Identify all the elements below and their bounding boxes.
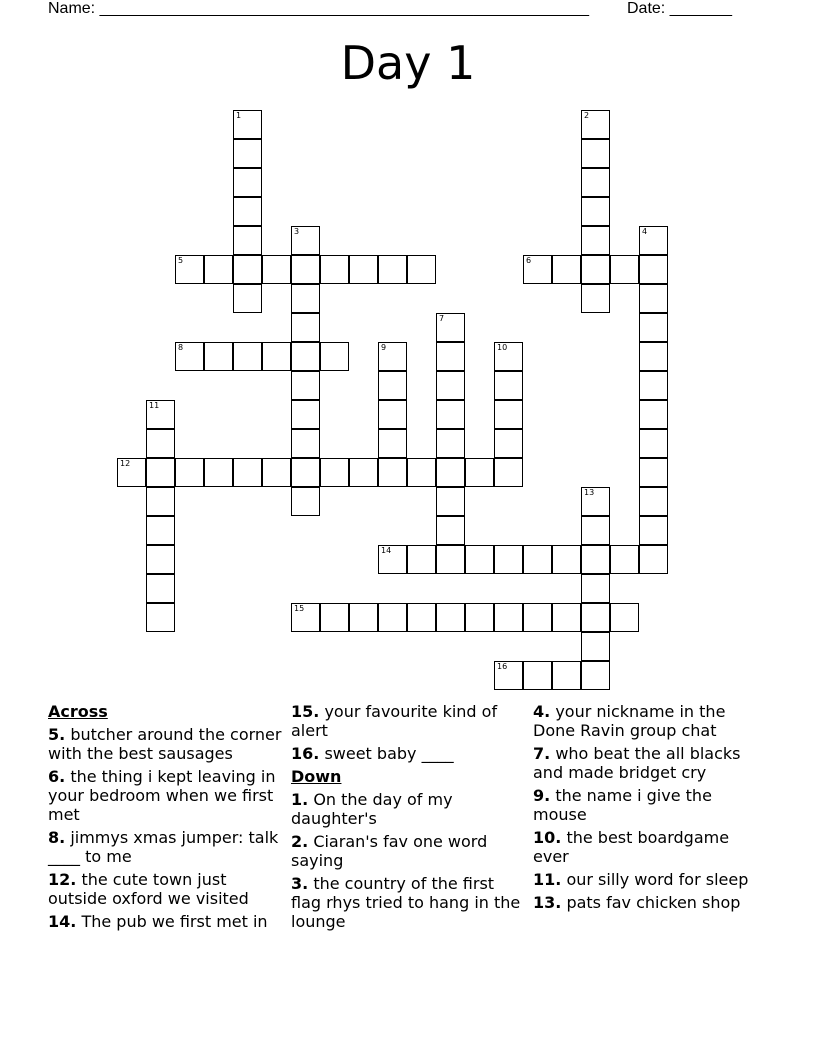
grid-cell[interactable] bbox=[233, 197, 262, 226]
grid-cell[interactable] bbox=[233, 255, 262, 284]
name-label: Name: bbox=[48, 0, 100, 17]
grid-cell[interactable] bbox=[610, 545, 639, 574]
grid-cell[interactable] bbox=[639, 284, 668, 313]
clue-number: 15 bbox=[294, 604, 305, 613]
grid-cell[interactable] bbox=[175, 458, 204, 487]
grid-cell[interactable] bbox=[581, 197, 610, 226]
grid-cell[interactable] bbox=[291, 371, 320, 400]
clue-number: 9 bbox=[381, 343, 387, 352]
grid-cell[interactable] bbox=[291, 255, 320, 284]
grid-cell[interactable] bbox=[552, 661, 581, 690]
clue-across-16: 16. sweet baby ____ bbox=[291, 744, 454, 763]
clue-number: 16 bbox=[497, 662, 508, 671]
grid-cell[interactable] bbox=[436, 400, 465, 429]
clue-number: 1 bbox=[236, 111, 242, 120]
grid-cell[interactable] bbox=[117, 458, 146, 487]
clue-across-14: 14. The pub we first met in bbox=[48, 912, 268, 931]
grid-cell[interactable] bbox=[320, 255, 349, 284]
grid-cell[interactable] bbox=[581, 516, 610, 545]
grid-cell[interactable] bbox=[262, 255, 291, 284]
clue-number: 10 bbox=[497, 343, 508, 352]
name-blank[interactable]: _______________________________________________________ bbox=[99, 0, 589, 17]
grid-cell[interactable] bbox=[465, 545, 494, 574]
grid-cell[interactable] bbox=[581, 168, 610, 197]
grid-cell[interactable] bbox=[204, 342, 233, 371]
clue-number: 2 bbox=[584, 111, 590, 120]
grid-cell[interactable] bbox=[291, 487, 320, 516]
grid-cell[interactable] bbox=[581, 110, 610, 139]
grid-cell[interactable] bbox=[436, 371, 465, 400]
grid-cell[interactable] bbox=[291, 313, 320, 342]
grid-cell[interactable] bbox=[407, 603, 436, 632]
grid-cell[interactable] bbox=[146, 458, 175, 487]
grid-cell[interactable] bbox=[233, 458, 262, 487]
grid-cell[interactable] bbox=[581, 574, 610, 603]
grid-cell[interactable] bbox=[436, 516, 465, 545]
clues-column-3 bbox=[533, 702, 769, 916]
grid-cell[interactable] bbox=[146, 574, 175, 603]
clue-number: 8 bbox=[178, 343, 184, 352]
grid-cell[interactable] bbox=[639, 400, 668, 429]
clue-across-12: 12. the cute town just outside oxford we visited bbox=[48, 870, 249, 908]
grid-cell[interactable] bbox=[146, 400, 175, 429]
grid-cell[interactable] bbox=[436, 603, 465, 632]
grid-cell[interactable] bbox=[494, 545, 523, 574]
clues-column-1 bbox=[48, 702, 284, 935]
clue-down-10: 10. the best boardgame ever bbox=[533, 828, 730, 866]
grid-cell[interactable] bbox=[523, 545, 552, 574]
grid-cell[interactable] bbox=[233, 284, 262, 313]
date-blank[interactable]: _______ bbox=[669, 0, 732, 17]
grid-cell[interactable] bbox=[639, 371, 668, 400]
grid-cell[interactable] bbox=[494, 429, 523, 458]
grid-cell[interactable] bbox=[552, 545, 581, 574]
clue-across-15: 15. your favourite kind of alert bbox=[291, 702, 498, 740]
clue-down-9: 9. the name i give the mouse bbox=[533, 786, 712, 824]
grid-cell[interactable] bbox=[610, 255, 639, 284]
down-heading: Down bbox=[291, 767, 342, 786]
grid-cell[interactable] bbox=[465, 603, 494, 632]
clue-across-5: 5. butcher around the corner with the best sausages bbox=[48, 725, 282, 763]
clue-number: 12 bbox=[120, 459, 131, 468]
grid-cell[interactable] bbox=[378, 371, 407, 400]
clue-number: 4 bbox=[642, 227, 648, 236]
date-label: Date: bbox=[627, 0, 670, 17]
clue-down-4: 4. your nickname in the Done Ravin group chat bbox=[533, 702, 726, 740]
grid-cell[interactable] bbox=[146, 603, 175, 632]
grid-cell[interactable] bbox=[291, 429, 320, 458]
grid-cell[interactable] bbox=[552, 255, 581, 284]
grid-cell[interactable] bbox=[639, 313, 668, 342]
grid-cell[interactable] bbox=[233, 226, 262, 255]
clue-number: 6 bbox=[526, 256, 532, 265]
clue-number: 3 bbox=[294, 227, 300, 236]
clue-down-7: 7. who beat the all blacks and made bridget cry bbox=[533, 744, 741, 782]
grid-cell[interactable] bbox=[581, 226, 610, 255]
clue-across-6: 6. the thing i kept leaving in your bedroom when we first met bbox=[48, 767, 276, 824]
grid-cell[interactable] bbox=[639, 545, 668, 574]
grid-cell[interactable] bbox=[552, 603, 581, 632]
grid-cell[interactable] bbox=[349, 255, 378, 284]
grid-cell[interactable] bbox=[581, 661, 610, 690]
grid-cell[interactable] bbox=[581, 139, 610, 168]
grid-cell[interactable] bbox=[581, 487, 610, 516]
grid-cell[interactable] bbox=[639, 255, 668, 284]
grid-cell[interactable] bbox=[436, 545, 465, 574]
grid-cell[interactable] bbox=[407, 458, 436, 487]
grid-cell[interactable] bbox=[291, 226, 320, 255]
grid-cell[interactable] bbox=[436, 342, 465, 371]
grid-cell[interactable] bbox=[146, 487, 175, 516]
clue-number: 13 bbox=[584, 488, 595, 497]
grid-cell[interactable] bbox=[320, 603, 349, 632]
grid-cell[interactable] bbox=[146, 545, 175, 574]
grid-cell[interactable] bbox=[436, 487, 465, 516]
grid-cell[interactable] bbox=[233, 168, 262, 197]
grid-cell[interactable] bbox=[436, 313, 465, 342]
grid-cell[interactable] bbox=[436, 429, 465, 458]
clues-column-2 bbox=[291, 702, 527, 935]
grid-cell[interactable] bbox=[378, 458, 407, 487]
clue-down-13: 13. pats fav chicken shop bbox=[533, 893, 741, 912]
grid-cell[interactable] bbox=[436, 458, 465, 487]
grid-cell[interactable] bbox=[146, 429, 175, 458]
grid-cell[interactable] bbox=[349, 603, 378, 632]
grid-cell[interactable] bbox=[146, 516, 175, 545]
grid-cell[interactable] bbox=[291, 603, 320, 632]
grid-cell[interactable] bbox=[291, 284, 320, 313]
grid-cell[interactable] bbox=[291, 400, 320, 429]
grid-cell[interactable] bbox=[523, 255, 552, 284]
grid-cell[interactable] bbox=[378, 400, 407, 429]
across-heading: Across bbox=[48, 702, 108, 721]
grid-cell[interactable] bbox=[639, 429, 668, 458]
grid-cell[interactable] bbox=[204, 255, 233, 284]
grid-cell[interactable] bbox=[233, 342, 262, 371]
grid-cell[interactable] bbox=[465, 458, 494, 487]
grid-cell[interactable] bbox=[175, 255, 204, 284]
grid-cell[interactable] bbox=[378, 603, 407, 632]
grid-cell[interactable] bbox=[639, 342, 668, 371]
grid-cell[interactable] bbox=[407, 545, 436, 574]
grid-cell[interactable] bbox=[378, 342, 407, 371]
grid-cell[interactable] bbox=[581, 632, 610, 661]
grid-cell[interactable] bbox=[349, 458, 378, 487]
grid-cell[interactable] bbox=[233, 139, 262, 168]
clue-number: 5 bbox=[178, 256, 184, 265]
clue-number: 7 bbox=[439, 314, 445, 323]
grid-cell[interactable] bbox=[175, 342, 204, 371]
clue-down-3: 3. the country of the first flag rhys tried to hang in the lounge bbox=[291, 874, 521, 931]
clue-down-2: 2. Ciaran's fav one word saying bbox=[291, 832, 488, 870]
puzzle-title: Day 1 bbox=[340, 36, 476, 90]
clue-across-8: 8. jimmys xmas jumper: talk ____ to me bbox=[48, 828, 279, 866]
grid-cell[interactable] bbox=[320, 342, 349, 371]
grid-cell[interactable] bbox=[262, 458, 291, 487]
grid-cell[interactable] bbox=[523, 661, 552, 690]
grid-cell[interactable] bbox=[494, 603, 523, 632]
grid-cell[interactable] bbox=[378, 255, 407, 284]
grid-cell[interactable] bbox=[378, 545, 407, 574]
grid-cell[interactable] bbox=[320, 458, 349, 487]
grid-cell[interactable] bbox=[639, 458, 668, 487]
grid-cell[interactable] bbox=[581, 255, 610, 284]
grid-cell[interactable] bbox=[291, 342, 320, 371]
clue-number: 14 bbox=[381, 546, 392, 555]
clue-down-1: 1. On the day of my daughter's bbox=[291, 790, 453, 828]
grid-cell[interactable] bbox=[407, 255, 436, 284]
grid-cell[interactable] bbox=[494, 458, 523, 487]
grid-cell[interactable] bbox=[610, 603, 639, 632]
grid-cell[interactable] bbox=[639, 516, 668, 545]
clue-down-11: 11. our silly word for sleep bbox=[533, 870, 749, 889]
grid-cell[interactable] bbox=[262, 342, 291, 371]
grid-cell[interactable] bbox=[581, 603, 610, 632]
grid-cell[interactable] bbox=[204, 458, 233, 487]
grid-cell[interactable] bbox=[291, 458, 320, 487]
grid-cell[interactable] bbox=[378, 429, 407, 458]
grid-cell[interactable] bbox=[494, 371, 523, 400]
grid-cell[interactable] bbox=[494, 400, 523, 429]
grid-cell[interactable] bbox=[523, 603, 552, 632]
grid-cell[interactable] bbox=[494, 661, 523, 690]
grid-cell[interactable] bbox=[639, 487, 668, 516]
grid-cell[interactable] bbox=[233, 110, 262, 139]
grid-cell[interactable] bbox=[581, 284, 610, 313]
grid-cell[interactable] bbox=[494, 342, 523, 371]
clue-number: 11 bbox=[149, 401, 160, 410]
grid-cell[interactable] bbox=[581, 545, 610, 574]
grid-cell[interactable] bbox=[639, 226, 668, 255]
